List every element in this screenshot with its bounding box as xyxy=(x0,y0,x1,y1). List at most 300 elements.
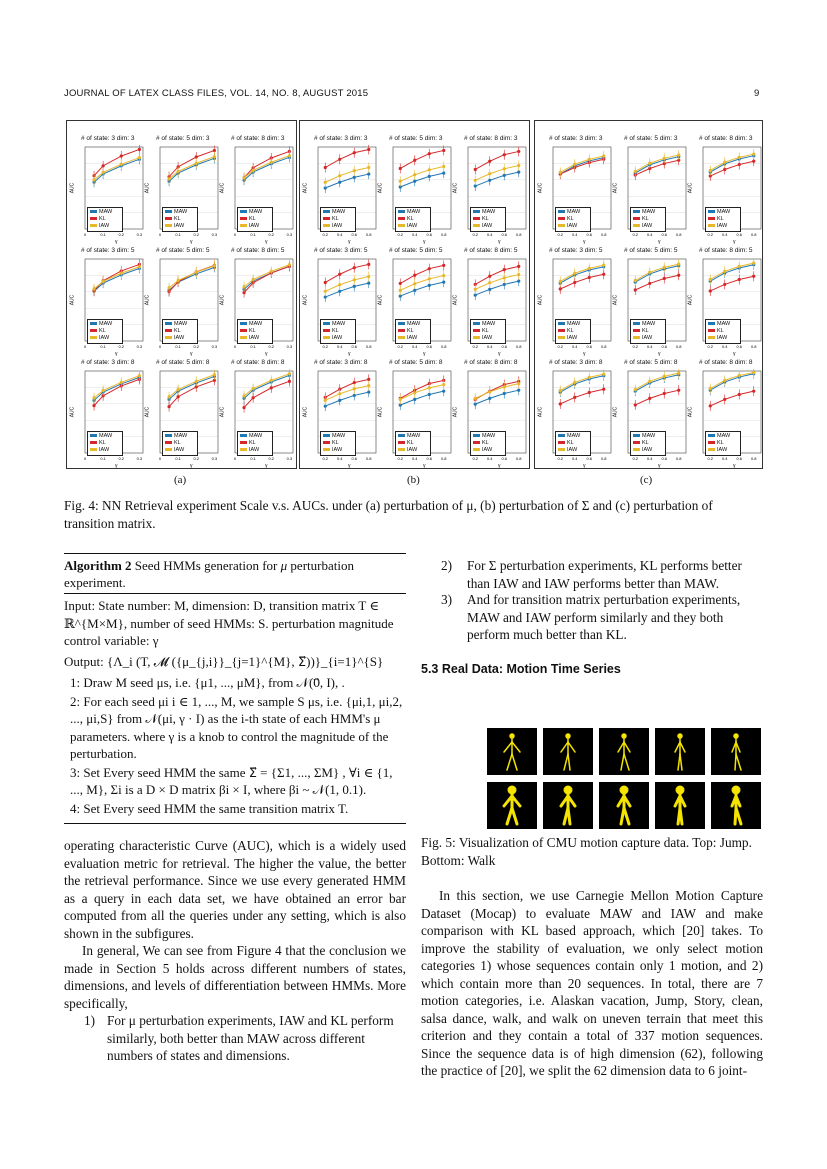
legend-entry xyxy=(90,321,120,328)
subplot xyxy=(302,359,384,469)
data-point xyxy=(559,280,562,283)
legend-entry xyxy=(165,440,195,447)
y-axis-label: AUC xyxy=(687,182,694,194)
legend-swatch xyxy=(323,336,330,339)
legend-label: IAW xyxy=(642,447,653,453)
data-point xyxy=(752,390,755,393)
y-axis-label: AUC xyxy=(69,182,76,194)
legend-entry xyxy=(633,335,663,342)
legend-label: MAW xyxy=(249,321,263,327)
legend-label: KL xyxy=(567,440,574,446)
legend-swatch xyxy=(165,217,172,220)
legend-entry xyxy=(398,223,428,230)
legend-label: IAW xyxy=(567,335,578,341)
series-line-maw xyxy=(635,157,679,173)
y-axis-label: AUC xyxy=(687,406,694,418)
data-point xyxy=(92,396,95,399)
legend-swatch xyxy=(165,336,172,339)
legend-label: KL xyxy=(407,328,414,334)
data-point xyxy=(503,174,506,177)
legend-swatch xyxy=(633,322,640,325)
y-axis-label: AUC xyxy=(687,294,694,306)
x-tick-label: 0.2 xyxy=(557,456,564,461)
x-tick-label: 0.2 xyxy=(322,456,329,461)
data-point xyxy=(102,389,105,392)
data-point xyxy=(573,381,576,384)
x-tick-label: 0 xyxy=(83,232,87,237)
data-point xyxy=(648,282,651,285)
x-tick-label: 0.6 xyxy=(501,344,508,349)
x-tick-label: 0.6 xyxy=(351,456,358,461)
legend-swatch xyxy=(558,441,565,444)
legend-swatch xyxy=(633,224,640,227)
series-line-kl xyxy=(244,266,289,292)
legend-entry xyxy=(90,223,120,230)
x-tick-label: 0.2 xyxy=(472,344,479,349)
x-tick-label: 0.6 xyxy=(661,456,668,461)
legend-label: IAW xyxy=(99,223,110,229)
x-tick-label: 0.2 xyxy=(397,456,404,461)
data-point xyxy=(738,156,741,159)
subplot xyxy=(69,359,151,469)
x-tick-label: 0.3 xyxy=(136,232,143,237)
x-tick-label: 0.2 xyxy=(707,232,714,237)
data-point xyxy=(367,384,370,387)
legend-entry xyxy=(323,447,353,454)
y-axis-label: AUC xyxy=(377,182,384,194)
legend-entry xyxy=(90,209,120,216)
x-tick-label: 0.8 xyxy=(675,456,682,461)
series-line-maw xyxy=(169,267,214,290)
series-line-maw xyxy=(710,156,754,172)
series-line-kl xyxy=(94,149,139,175)
data-point xyxy=(324,281,327,284)
legend-entry xyxy=(633,440,663,447)
data-point xyxy=(648,162,651,165)
legend-entry xyxy=(90,440,120,447)
data-point xyxy=(503,392,506,395)
x-tick-label: 0.8 xyxy=(600,344,607,349)
x-tick-label: 0.4 xyxy=(411,232,418,237)
legend xyxy=(320,319,356,344)
legend-label: MAW xyxy=(717,433,731,439)
legend-label: KL xyxy=(642,328,649,334)
data-point xyxy=(517,389,520,392)
data-point xyxy=(177,395,180,398)
data-point xyxy=(588,276,591,279)
legend-label: KL xyxy=(717,440,724,446)
legend-swatch xyxy=(165,329,172,332)
legend-swatch xyxy=(398,441,405,444)
legend-entry xyxy=(323,335,353,342)
section-title: 5.3 Real Data: Motion Time Series xyxy=(421,662,621,676)
x-tick-label: 0 xyxy=(158,232,162,237)
x-tick-label: 0.4 xyxy=(646,232,653,237)
x-tick-label: 0.3 xyxy=(211,344,218,349)
subplot-title: # of state: 8 dim: 3 xyxy=(231,135,285,142)
data-point xyxy=(353,169,356,172)
legend-label: MAW xyxy=(717,209,731,215)
legend-swatch xyxy=(323,217,330,220)
legend-entry xyxy=(240,433,270,440)
legend-entry xyxy=(90,433,120,440)
data-point xyxy=(752,262,755,265)
data-point xyxy=(723,379,726,382)
legend-entry xyxy=(323,216,353,223)
legend xyxy=(555,319,591,344)
data-point xyxy=(723,270,726,273)
x-axis-label: γ xyxy=(498,463,501,469)
legend xyxy=(237,207,273,232)
legend-entry xyxy=(240,223,270,230)
legend xyxy=(87,319,123,344)
data-point xyxy=(353,381,356,384)
x-tick-label: 0.6 xyxy=(501,456,508,461)
subplot xyxy=(612,247,694,357)
data-point xyxy=(677,372,680,375)
data-point xyxy=(517,273,520,276)
legend-label: MAW xyxy=(642,321,656,327)
subplot-title: # of state: 5 dim: 5 xyxy=(389,247,443,254)
data-point xyxy=(288,263,291,266)
data-point xyxy=(663,277,666,280)
legend-entry xyxy=(708,440,738,447)
series-line-maw xyxy=(710,374,754,390)
legend-label: IAW xyxy=(717,223,728,229)
legend-label: IAW xyxy=(99,447,110,453)
legend-swatch xyxy=(633,210,640,213)
data-point xyxy=(709,169,712,172)
x-tick-label: 0.1 xyxy=(250,344,256,349)
subplot xyxy=(537,247,619,357)
data-point xyxy=(138,148,141,151)
data-point xyxy=(442,171,445,174)
legend xyxy=(320,207,356,232)
data-point xyxy=(270,270,273,273)
data-point xyxy=(428,175,431,178)
subplot xyxy=(452,359,534,469)
x-tick-label: 0.4 xyxy=(486,344,493,349)
x-tick-label: 0.2 xyxy=(557,232,564,237)
legend-label: IAW xyxy=(717,335,728,341)
mocap-jump-frame xyxy=(543,728,593,775)
legend-swatch xyxy=(240,441,247,444)
legend-label: MAW xyxy=(99,209,113,215)
subplot xyxy=(537,359,619,469)
data-point xyxy=(120,272,123,275)
legend-swatch xyxy=(473,336,480,339)
data-point xyxy=(428,386,431,389)
data-point xyxy=(338,174,341,177)
legend-label: KL xyxy=(717,216,724,222)
legend-swatch xyxy=(165,441,172,444)
x-tick-label: 0 xyxy=(83,344,87,349)
y-axis-label: AUC xyxy=(452,294,459,306)
legend-label: MAW xyxy=(332,321,346,327)
data-point xyxy=(442,149,445,152)
legend-label: IAW xyxy=(249,335,260,341)
panel-label-b: (b) xyxy=(407,474,420,486)
legend xyxy=(705,319,741,344)
legend-swatch xyxy=(708,210,715,213)
legend-label: IAW xyxy=(567,447,578,453)
legend-entry xyxy=(473,223,503,230)
legend-label: IAW xyxy=(332,335,343,341)
legend-label: IAW xyxy=(407,447,418,453)
series-line-kl xyxy=(325,149,369,167)
subplot-title: # of state: 3 dim: 5 xyxy=(81,247,135,254)
data-point xyxy=(270,161,273,164)
list-number: 1) xyxy=(84,1013,96,1028)
legend-swatch xyxy=(165,210,172,213)
x-tick-label: 0.1 xyxy=(250,232,256,237)
x-tick-label: 0.4 xyxy=(721,456,728,461)
legend-label: KL xyxy=(174,440,181,446)
data-point xyxy=(242,394,245,397)
legend-label: MAW xyxy=(332,209,346,215)
data-point xyxy=(367,391,370,394)
legend-entry xyxy=(323,321,353,328)
legend-label: KL xyxy=(642,440,649,446)
x-tick-label: 0.2 xyxy=(268,232,275,237)
series-line-kl xyxy=(635,275,679,290)
legend-swatch xyxy=(558,217,565,220)
data-point xyxy=(442,264,445,267)
data-point xyxy=(503,167,506,170)
data-point xyxy=(195,271,198,274)
x-tick-label: 0.6 xyxy=(501,232,508,237)
mocap-walk-frame xyxy=(543,782,593,829)
data-point xyxy=(503,268,506,271)
x-tick-label: 0.8 xyxy=(675,344,682,349)
legend-label: KL xyxy=(407,440,414,446)
data-point xyxy=(428,267,431,270)
data-point xyxy=(413,391,416,394)
legend-label: IAW xyxy=(482,447,493,453)
legend-entry xyxy=(633,223,663,230)
data-point xyxy=(588,267,591,270)
x-axis-label: γ xyxy=(423,239,426,245)
data-point xyxy=(138,265,141,268)
legend-label: IAW xyxy=(174,335,185,341)
x-axis-label: γ xyxy=(265,239,268,245)
data-point xyxy=(588,391,591,394)
data-point xyxy=(723,398,726,401)
legend xyxy=(395,319,431,344)
data-point xyxy=(324,399,327,402)
x-tick-label: 0.8 xyxy=(675,232,682,237)
x-axis-label: γ xyxy=(658,463,661,469)
legend-label: KL xyxy=(567,328,574,334)
x-tick-label: 0.4 xyxy=(646,456,653,461)
legend-entry xyxy=(558,223,588,230)
data-point xyxy=(752,152,755,155)
y-axis-label: AUC xyxy=(302,294,309,306)
legend-swatch xyxy=(558,322,565,325)
x-axis-label: γ xyxy=(423,351,426,357)
data-point xyxy=(488,390,491,393)
data-point xyxy=(517,164,520,167)
list-number: 2) xyxy=(441,558,453,573)
data-point xyxy=(723,161,726,164)
legend-entry xyxy=(240,328,270,335)
data-point xyxy=(559,389,562,392)
legend-swatch xyxy=(240,224,247,227)
x-tick-label: 0.2 xyxy=(707,456,714,461)
x-tick-label: 0.8 xyxy=(750,232,757,237)
y-axis-label: AUC xyxy=(452,182,459,194)
data-point xyxy=(270,386,273,389)
data-point xyxy=(288,154,291,157)
subplot-title: # of state: 5 dim: 5 xyxy=(156,247,210,254)
legend-label: IAW xyxy=(99,335,110,341)
legend-entry xyxy=(90,328,120,335)
data-point xyxy=(738,374,741,377)
data-point xyxy=(242,285,245,288)
data-point xyxy=(413,274,416,277)
legend xyxy=(705,207,741,232)
legend-entry xyxy=(633,447,663,454)
data-point xyxy=(517,265,520,268)
data-point xyxy=(242,406,245,409)
subplot-title: # of state: 5 dim: 5 xyxy=(624,247,678,254)
data-point xyxy=(602,388,605,391)
legend-entry xyxy=(633,209,663,216)
legend-label: MAW xyxy=(717,321,731,327)
data-point xyxy=(353,151,356,154)
legend-entry xyxy=(558,433,588,440)
data-point xyxy=(503,385,506,388)
data-point xyxy=(399,282,402,285)
subplot-title: # of state: 5 dim: 8 xyxy=(624,359,678,366)
y-axis-label: AUC xyxy=(144,294,151,306)
data-point xyxy=(399,167,402,170)
x-tick-label: 0 xyxy=(158,344,162,349)
x-tick-label: 0.6 xyxy=(351,232,358,237)
legend-label: KL xyxy=(407,216,414,222)
data-point xyxy=(442,390,445,393)
legend-swatch xyxy=(708,448,715,451)
legend-swatch xyxy=(240,322,247,325)
x-axis-label: γ xyxy=(583,463,586,469)
subplot-title: # of state: 5 dim: 3 xyxy=(624,135,678,142)
data-point xyxy=(367,172,370,175)
subplot-title: # of state: 3 dim: 3 xyxy=(81,135,135,142)
data-point xyxy=(488,179,491,182)
algorithm-title: Algorithm 2 Seed HMMs generation for μ perturbation experiment. xyxy=(64,558,354,590)
data-point xyxy=(442,281,445,284)
series-line-kl xyxy=(325,264,369,282)
legend-entry xyxy=(398,209,428,216)
legend-entry xyxy=(708,433,738,440)
y-axis-label: AUC xyxy=(377,294,384,306)
data-point xyxy=(213,149,216,152)
data-point xyxy=(488,275,491,278)
data-point xyxy=(428,393,431,396)
legend xyxy=(87,431,123,456)
legend-entry xyxy=(398,328,428,335)
algorithm-step: 3: Set Every seed HMM the same Σ⃗ = {Σ1, ..., ΣM} , ∀i ∈ {1, ..., M}, Σi is a D × D matrix βi × I, where βi ~ 𝒩(1, 0.1). xyxy=(70,764,393,797)
x-tick-label: 0.6 xyxy=(586,456,593,461)
data-point xyxy=(752,275,755,278)
data-point xyxy=(324,181,327,184)
x-tick-label: 0.4 xyxy=(336,344,343,349)
x-tick-label: 0.1 xyxy=(250,456,256,461)
page-number: 9 xyxy=(754,88,760,99)
data-point xyxy=(559,171,562,174)
data-point xyxy=(442,383,445,386)
x-tick-label: 0.4 xyxy=(571,456,578,461)
legend-swatch xyxy=(473,448,480,451)
legend-entry xyxy=(240,209,270,216)
x-tick-label: 0.4 xyxy=(721,232,728,237)
series-line-maw xyxy=(710,265,754,281)
data-point xyxy=(177,279,180,282)
x-tick-label: 0.3 xyxy=(136,456,143,461)
data-point xyxy=(367,282,370,285)
subplot-title: # of state: 3 dim: 8 xyxy=(81,359,135,366)
subplot-title: # of state: 5 dim: 8 xyxy=(389,359,443,366)
data-point xyxy=(663,392,666,395)
x-tick-label: 0.6 xyxy=(736,456,743,461)
legend-swatch xyxy=(708,434,715,437)
legend-entry xyxy=(240,335,270,342)
legend-label: KL xyxy=(642,216,649,222)
legend-entry xyxy=(558,328,588,335)
legend-entry xyxy=(165,335,195,342)
legend-swatch xyxy=(90,329,97,332)
x-tick-label: 0.3 xyxy=(286,232,293,237)
data-point xyxy=(634,279,637,282)
data-point xyxy=(338,283,341,286)
legend-swatch xyxy=(165,224,172,227)
panel-label-a: (a) xyxy=(174,474,187,486)
data-point xyxy=(503,153,506,156)
list-number: 3) xyxy=(441,592,453,607)
legend-label: MAW xyxy=(642,209,656,215)
y-axis-label: AUC xyxy=(612,182,619,194)
data-point xyxy=(723,168,726,171)
data-point xyxy=(177,170,180,173)
data-point xyxy=(92,287,95,290)
legend-entry xyxy=(473,440,503,447)
legend xyxy=(395,431,431,456)
legend-label: IAW xyxy=(717,447,728,453)
data-point xyxy=(503,276,506,279)
x-tick-label: 0.6 xyxy=(426,344,433,349)
legend-swatch xyxy=(398,322,405,325)
legend-swatch xyxy=(90,224,97,227)
x-axis-label: γ xyxy=(498,239,501,245)
data-point xyxy=(399,180,402,183)
series-line-maw xyxy=(635,375,679,391)
algorithm-title-rest: Seed HMMs generation for μ perturbation experiment. xyxy=(64,558,354,590)
legend-label: IAW xyxy=(174,447,185,453)
data-point xyxy=(752,371,755,374)
data-point xyxy=(213,155,216,158)
left-column xyxy=(64,837,406,1012)
data-point xyxy=(338,290,341,293)
legend-entry xyxy=(473,216,503,223)
subplot xyxy=(687,247,769,357)
subplot-title: # of state: 5 dim: 8 xyxy=(156,359,210,366)
y-axis-label: AUC xyxy=(69,406,76,418)
legend-label: IAW xyxy=(174,223,185,229)
data-point xyxy=(488,397,491,400)
x-tick-label: 0.1 xyxy=(100,232,106,237)
data-point xyxy=(413,180,416,183)
legend-swatch xyxy=(708,336,715,339)
